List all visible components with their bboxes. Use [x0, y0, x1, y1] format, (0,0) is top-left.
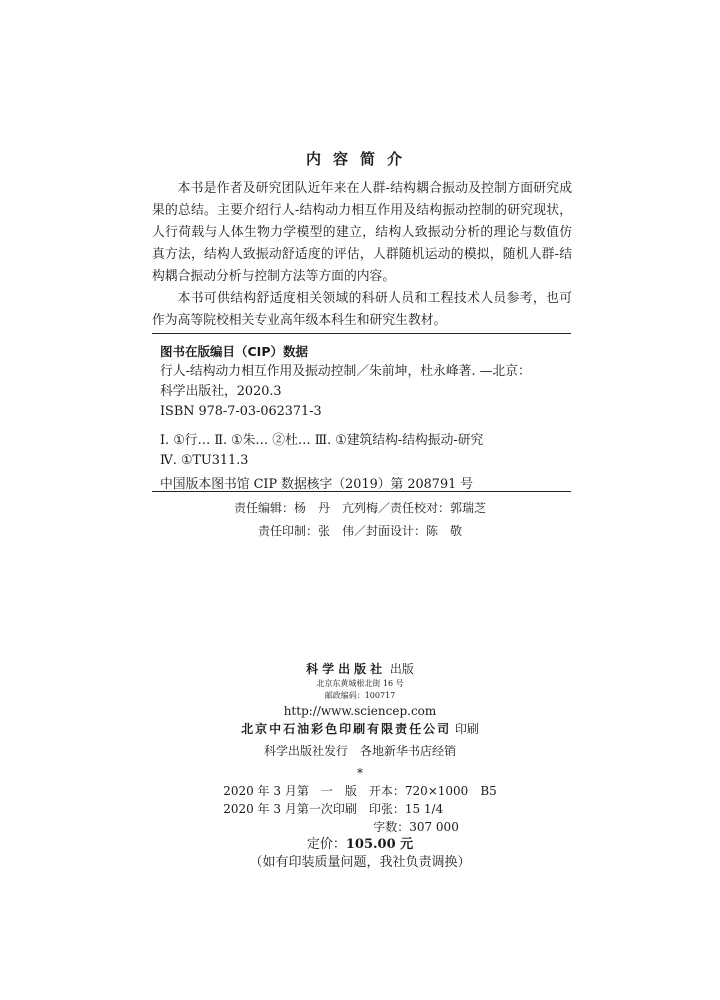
cip-classification-1: Ⅰ. ①行… Ⅱ. ①朱… ②杜… Ⅲ. ①建筑结构-结构振动-研究 [160, 433, 484, 448]
staff-credits [0, 497, 720, 543]
price-label: 定价： [306, 837, 346, 852]
cip-classification-2: Ⅳ. ①TU311.3 [160, 453, 249, 468]
publisher-address: 北京东黄城根北街 16 号 [316, 679, 404, 688]
summary-paragraph-1: 本书是作者及研究团队近年来在人群-结构耦合振动及控制方面研究成果的总结。主要介绍行人-结构动力相互作用及结构振动控制的研究现状，人行荷载与人体生物力学模型的建立，结构人致振动分析的理论与数值仿真方法，结构人致振动舒适度的评估，人群随机运动的模拟，随机人群-结构耦合振动分析与控制方法等方面的内容。 [152, 181, 572, 284]
printing-line: 2020 年 3 月第一次印刷 印张：15 1/4 [223, 802, 444, 816]
cip-isbn: ISBN 978-7-03-062371-3 [160, 404, 322, 419]
edition-line: 2020 年 3 月第 一 版 开本：720×1000 B5 [223, 784, 497, 798]
divider-top [152, 333, 571, 334]
publisher-action: 出版 [389, 662, 414, 676]
cip-verification: 中国版本图书馆 CIP 数据核字（2019）第 208791 号 [160, 477, 474, 492]
separator-star: * [357, 766, 363, 780]
cip-block [160, 342, 570, 495]
cip-heading: 图书在版编目（CIP）数据 [160, 344, 308, 359]
printer-name: 北京中石油彩色印刷有限责任公司 [241, 722, 452, 736]
divider-bottom [152, 491, 571, 492]
printer-line [0, 720, 720, 738]
distribution: 科学出版社发行 各地新华书店经销 [263, 744, 456, 758]
cip-title-line: 行人-结构动力相互作用及振动控制／朱前坤，杜永峰著. —北京： [160, 364, 531, 379]
publisher-url: http://www.sciencep.com [283, 704, 437, 718]
spec-block [223, 782, 497, 836]
summary-title: 内容简介 [305, 150, 414, 168]
printer-action: 印刷 [454, 722, 479, 736]
staff-line-printing: 责任印制：张 伟／封面设计：陈 敬 [257, 524, 462, 538]
summary-body [152, 178, 572, 332]
price-line [0, 836, 720, 854]
publisher-line [0, 660, 720, 678]
publisher-name: 科学出版社 [306, 662, 387, 676]
cip-publisher-line: 科学出版社，2020.3 [160, 384, 282, 399]
publisher-postcode: 邮政编码：100717 [324, 691, 396, 700]
price-value: 105.00 元 [345, 837, 414, 852]
wordcount-line: 字数：307 000 [373, 820, 459, 834]
quality-note: （如有印装质量问题，我社负责调换） [249, 855, 471, 870]
summary-paragraph-2: 本书可供结构舒适度相关领域的科研人员和工程技术人员参考，也可作为高等院校相关专业高年级本科生和研究生教材。 [152, 291, 572, 328]
publisher-block [0, 660, 720, 872]
staff-line-editors: 责任编辑：杨 丹 亢列梅／责任校对：郭瑞芝 [233, 501, 486, 515]
